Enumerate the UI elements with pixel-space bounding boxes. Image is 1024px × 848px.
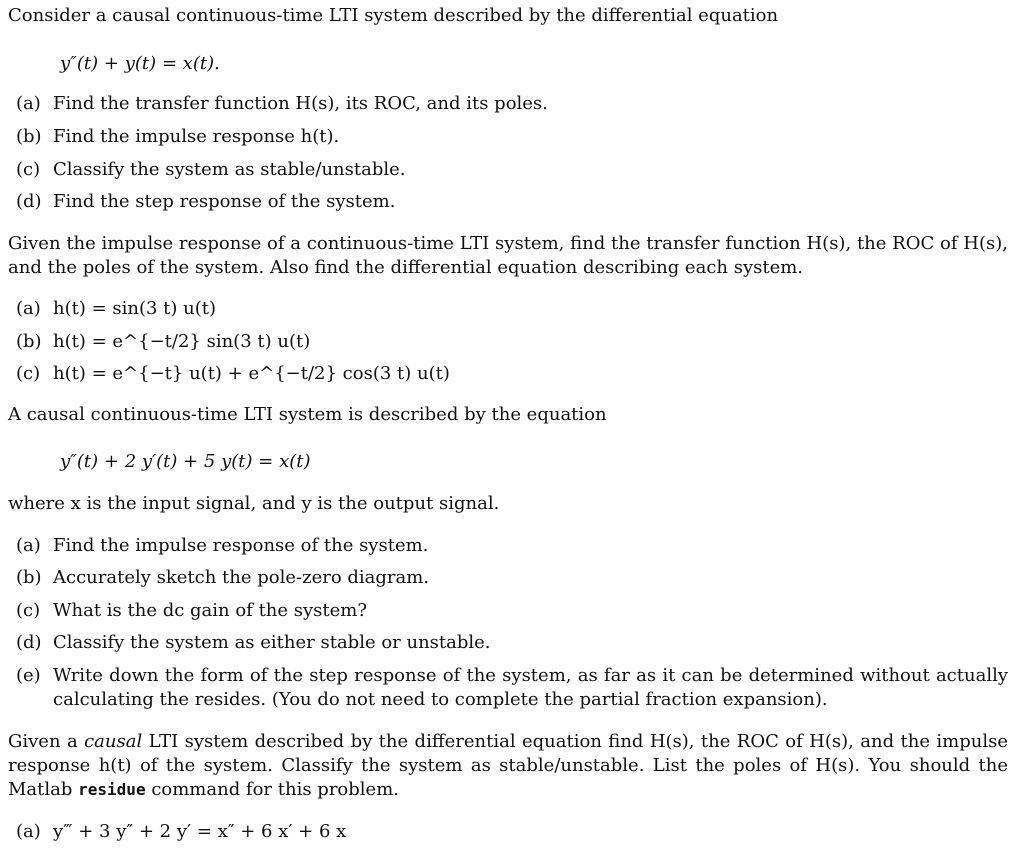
problem2-intro: Given the impulse response of a continuous-time LTI system, find the transfer function H(s), the ROC of H(s), and the poles of the system. Also find the differential equation describing each system.	[8, 233, 1008, 278]
problem3-intro: A causal continuous-time LTI system is described by the equation	[8, 404, 607, 425]
problem2-item-c	[16, 362, 1008, 386]
item-text: Accurately sketch the pole-zero diagram.	[53, 567, 430, 588]
problem4-intro-causal: causal	[84, 731, 143, 752]
problem1-item-c	[16, 158, 1008, 182]
item-text: Classify the system as stable/unstable.	[53, 159, 406, 180]
item-label: (d)	[16, 632, 42, 653]
problem3-equation: y″(t) + 2 y′(t) + 5 y(t) = x(t)	[60, 451, 311, 472]
problem4-intro-c: command for this problem.	[151, 779, 399, 800]
problem4-intro-cmd: residue	[78, 780, 146, 799]
item-label: (c)	[16, 600, 41, 621]
item-text: What is the dc gain of the system?	[53, 600, 368, 621]
item-label: (a)	[16, 298, 41, 319]
problem4-intro-b: LTI system described by the differential equation find H(s), the ROC of H(s), and the impulse response h(t) of the system. Classify the system as stable/unstable. List the poles of H(s). You should the Matlab	[8, 731, 1008, 800]
problem1-item-a	[16, 92, 1008, 116]
item-label: (a)	[16, 93, 41, 114]
problem4-item-a	[16, 820, 1008, 844]
problem4-intro	[8, 730, 1008, 802]
item-label: (a)	[16, 821, 41, 842]
problem3-item-a	[16, 534, 1008, 558]
problem3-item-c	[16, 599, 1008, 623]
item-text: h(t) = e^{−t} u(t) + e^{−t/2} cos(3 t) u(t)	[53, 363, 450, 384]
item-label: (e)	[16, 665, 41, 686]
item-text: y‴ + 3 y″ + 2 y′ = x″ + 6 x′ + 6 x	[53, 821, 347, 842]
problem4-intro-a: Given a	[8, 731, 78, 752]
problem2-item-a	[16, 297, 1008, 321]
item-text: Find the step response of the system.	[53, 191, 396, 212]
item-text: h(t) = sin(3 t) u(t)	[53, 298, 217, 319]
item-text: Find the impulse response h(t).	[53, 126, 340, 147]
item-label: (a)	[16, 535, 41, 556]
item-label: (d)	[16, 191, 42, 212]
item-label: (b)	[16, 567, 42, 588]
problem3-item-d	[16, 631, 1008, 655]
item-text: Classify the system as either stable or unstable.	[53, 632, 491, 653]
item-text: Find the impulse response of the system.	[53, 535, 429, 556]
item-label: (c)	[16, 159, 41, 180]
problem1-item-b	[16, 125, 1008, 149]
item-text: Find the transfer function H(s), its ROC, and its poles.	[53, 93, 548, 114]
problem3-where: where x is the input signal, and y is the output signal.	[8, 493, 500, 514]
item-label: (b)	[16, 331, 42, 352]
item-text: h(t) = e^{−t/2} sin(3 t) u(t)	[53, 331, 311, 352]
problem1-item-d	[16, 190, 1008, 214]
item-label: (b)	[16, 126, 42, 147]
problem3-item-e	[16, 664, 1008, 712]
problem1-intro: Consider a causal continuous-time LTI system described by the differential equation	[8, 5, 779, 26]
problem1-equation: y″(t) + y(t) = x(t).	[60, 53, 220, 74]
problem3-item-b	[16, 566, 1008, 590]
problem2-item-b	[16, 330, 1008, 354]
item-label: (c)	[16, 363, 41, 384]
item-text: Write down the form of the step response of the system, as far as it can be determined without actually calculating the resides. (You do not need to complete the partial fraction expansion).	[53, 665, 1008, 710]
